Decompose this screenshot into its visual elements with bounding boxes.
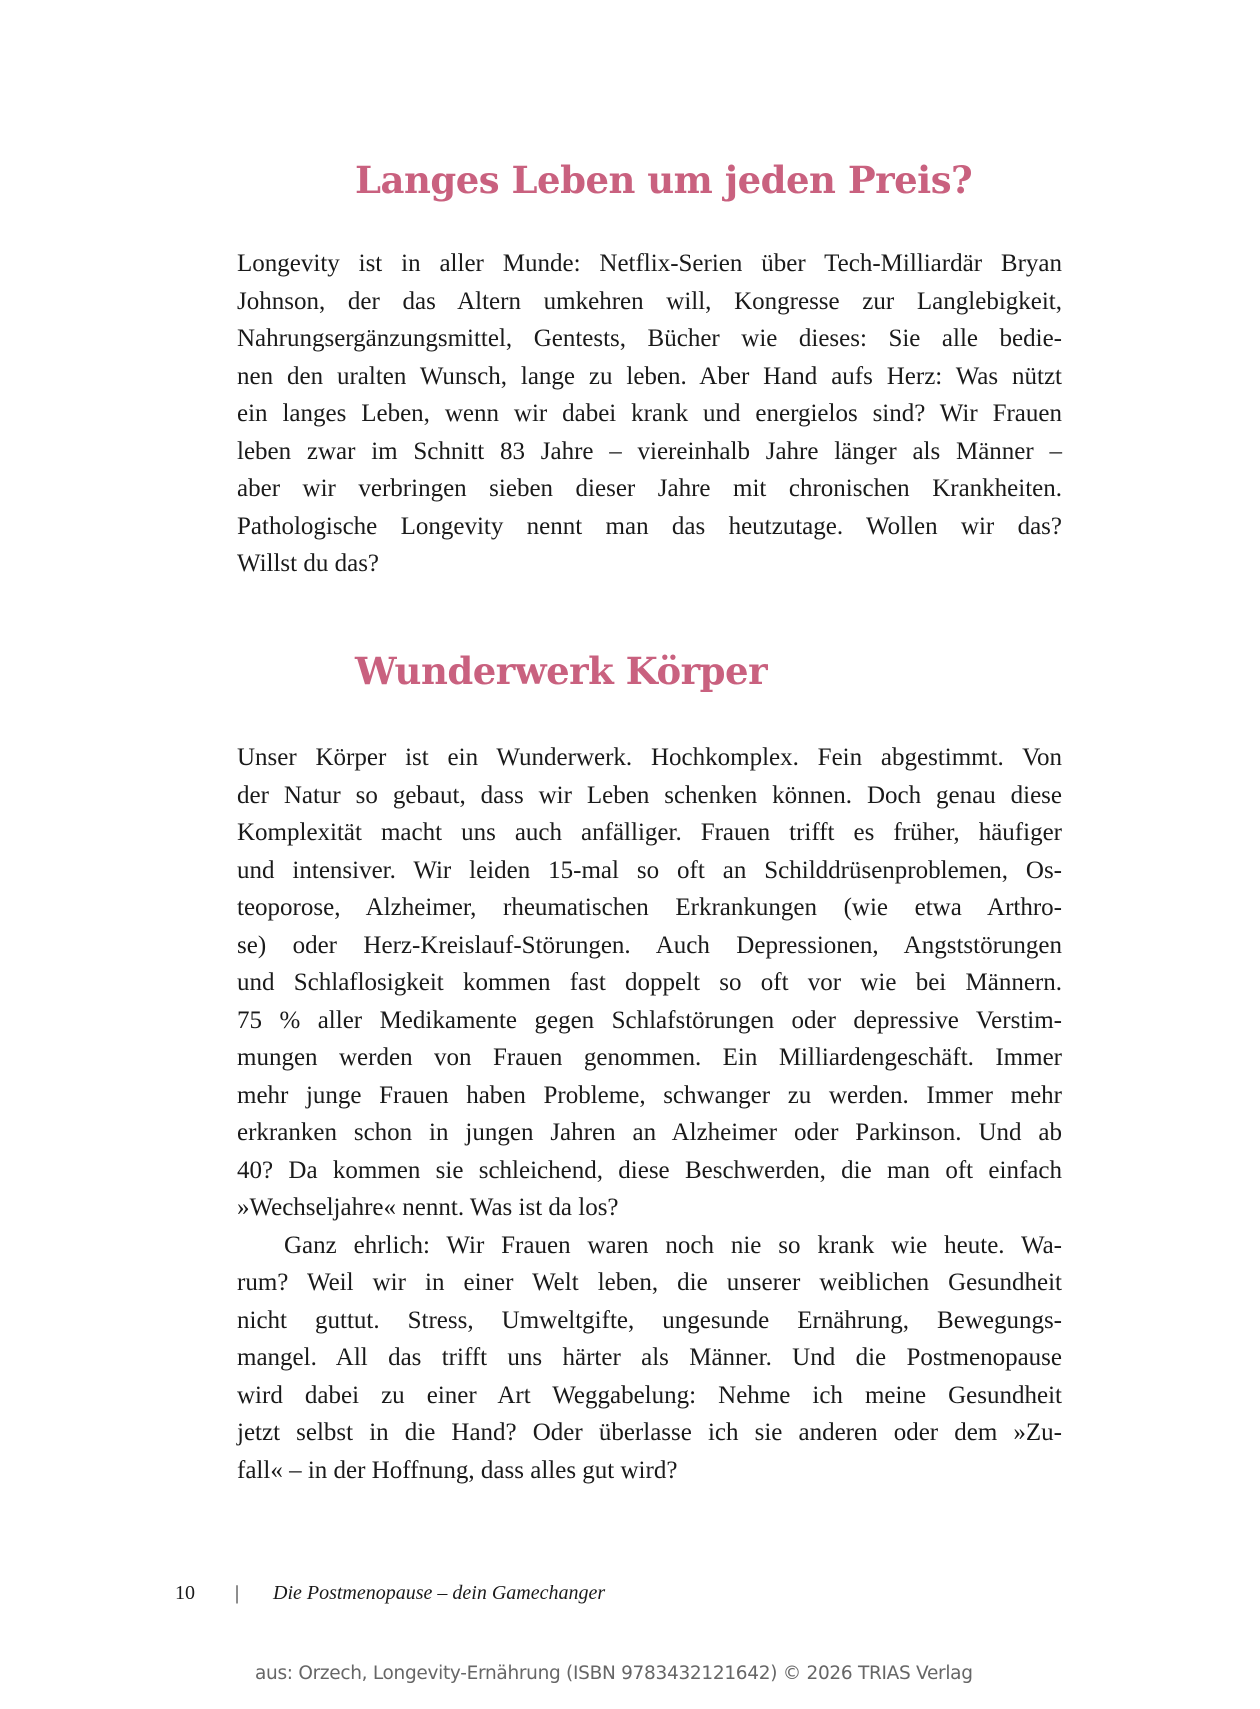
text-line: erkranken schon in jungen Jahren an Alzheimer oder Parkinson. Und ab — [237, 1119, 1062, 1146]
text-line: Unser Körper ist ein Wunderwerk. Hochkomplex. Fein abgestimmt. Von — [237, 744, 1062, 771]
text-line: aber wir verbringen sieben dieser Jahre mit chronischen Krankheiten. — [237, 475, 1062, 502]
text-line: Willst du das? — [237, 550, 380, 577]
page-number: 10 — [175, 1582, 195, 1604]
text-line: mehr junge Frauen haben Probleme, schwanger zu werden. Immer mehr — [237, 1081, 1062, 1109]
text-line: Longevity ist in aller Munde: Netflix-Serien über Tech-Milliardär Bryan — [237, 250, 1062, 277]
text-line: Johnson, der das Altern umkehren will, Kongresse zur Langlebigkeit, — [237, 287, 1062, 315]
copyright-notice: aus: Orzech, Longevity-Ernährung (ISBN 9783432121642) © 2026 TRIAS Verlag — [255, 1663, 973, 1684]
text-line: 75 % aller Medikamente gegen Schlafstörungen oder depressive Verstim- — [237, 1006, 1062, 1034]
text-line: mangel. All das trifft uns härter als Männer. Und die Postmenopause — [237, 1344, 1062, 1371]
text-line: leben zwar im Schnitt 83 Jahre – viereinhalb Jahre länger als Männer – — [237, 437, 1062, 465]
text-line: jetzt selbst in die Hand? Oder überlasse ich sie anderen oder dem »Zu- — [237, 1419, 1062, 1446]
running-title: Die Postmenopause – dein Gamechanger — [273, 1582, 606, 1604]
text-line: Ganz ehrlich: Wir Frauen waren noch nie so krank wie heute. Wa- — [284, 1231, 1062, 1259]
text-line: mungen werden von Frauen genommen. Ein Milliardengeschäft. Immer — [237, 1044, 1062, 1071]
section-heading-langes-leben: Langes Leben um jeden Preis? — [355, 158, 973, 202]
text-line: Nahrungsergänzungsmittel, Gentests, Bücher wie dieses: Sie alle bedie- — [237, 325, 1062, 352]
text-line: Pathologische Longevity nennt man das heutzutage. Wollen wir das? — [237, 512, 1062, 540]
text-line: »Wechseljahre« nennt. Was ist da los? — [237, 1194, 619, 1221]
text-line: nicht guttut. Stress, Umweltgifte, ungesunde Ernährung, Bewegungs- — [237, 1306, 1062, 1334]
text-line: se) oder Herz-Kreislauf-Störungen. Auch Depressionen, Angststörungen — [237, 931, 1062, 959]
text-line: 40? Da kommen sie schleichend, diese Beschwerden, die man oft einfach — [237, 1156, 1062, 1184]
text-line: fall« – in der Hoffnung, dass alles gut wird? — [237, 1456, 678, 1484]
page-footer — [0, 1582, 1260, 1606]
paragraph-longevity — [237, 245, 1062, 583]
footer-separator: | — [235, 1582, 240, 1604]
text-line: der Natur so gebaut, dass wir Leben schenken können. Doch genau diese — [237, 781, 1062, 809]
text-line: und Schlaflosigkeit kommen fast doppelt so oft vor wie bei Männern. — [237, 969, 1062, 996]
text-line: ein langes Leben, wenn wir dabei krank und energielos sind? Wir Frauen — [237, 400, 1062, 427]
paragraph-wunderwerk — [237, 739, 1062, 1489]
text-line: Komplexität macht uns auch anfälliger. Frauen trifft es früher, häufiger — [237, 819, 1062, 846]
text-line: wird dabei zu einer Art Weggabelung: Nehme ich meine Gesundheit — [237, 1381, 1062, 1409]
text-line: und intensiver. Wir leiden 15-mal so oft an Schilddrüsenproblemen, Os- — [237, 856, 1062, 884]
text-line: rum? Weil wir in einer Welt leben, die unserer weiblichen Gesundheit — [237, 1269, 1062, 1296]
section-heading-wunderwerk-koerper: Wunderwerk Körper — [355, 649, 768, 693]
text-line: teoporose, Alzheimer, rheumatischen Erkrankungen (wie etwa Arthro- — [237, 894, 1062, 921]
text-line: nen den uralten Wunsch, lange zu leben. Aber Hand aufs Herz: Was nützt — [237, 362, 1062, 390]
